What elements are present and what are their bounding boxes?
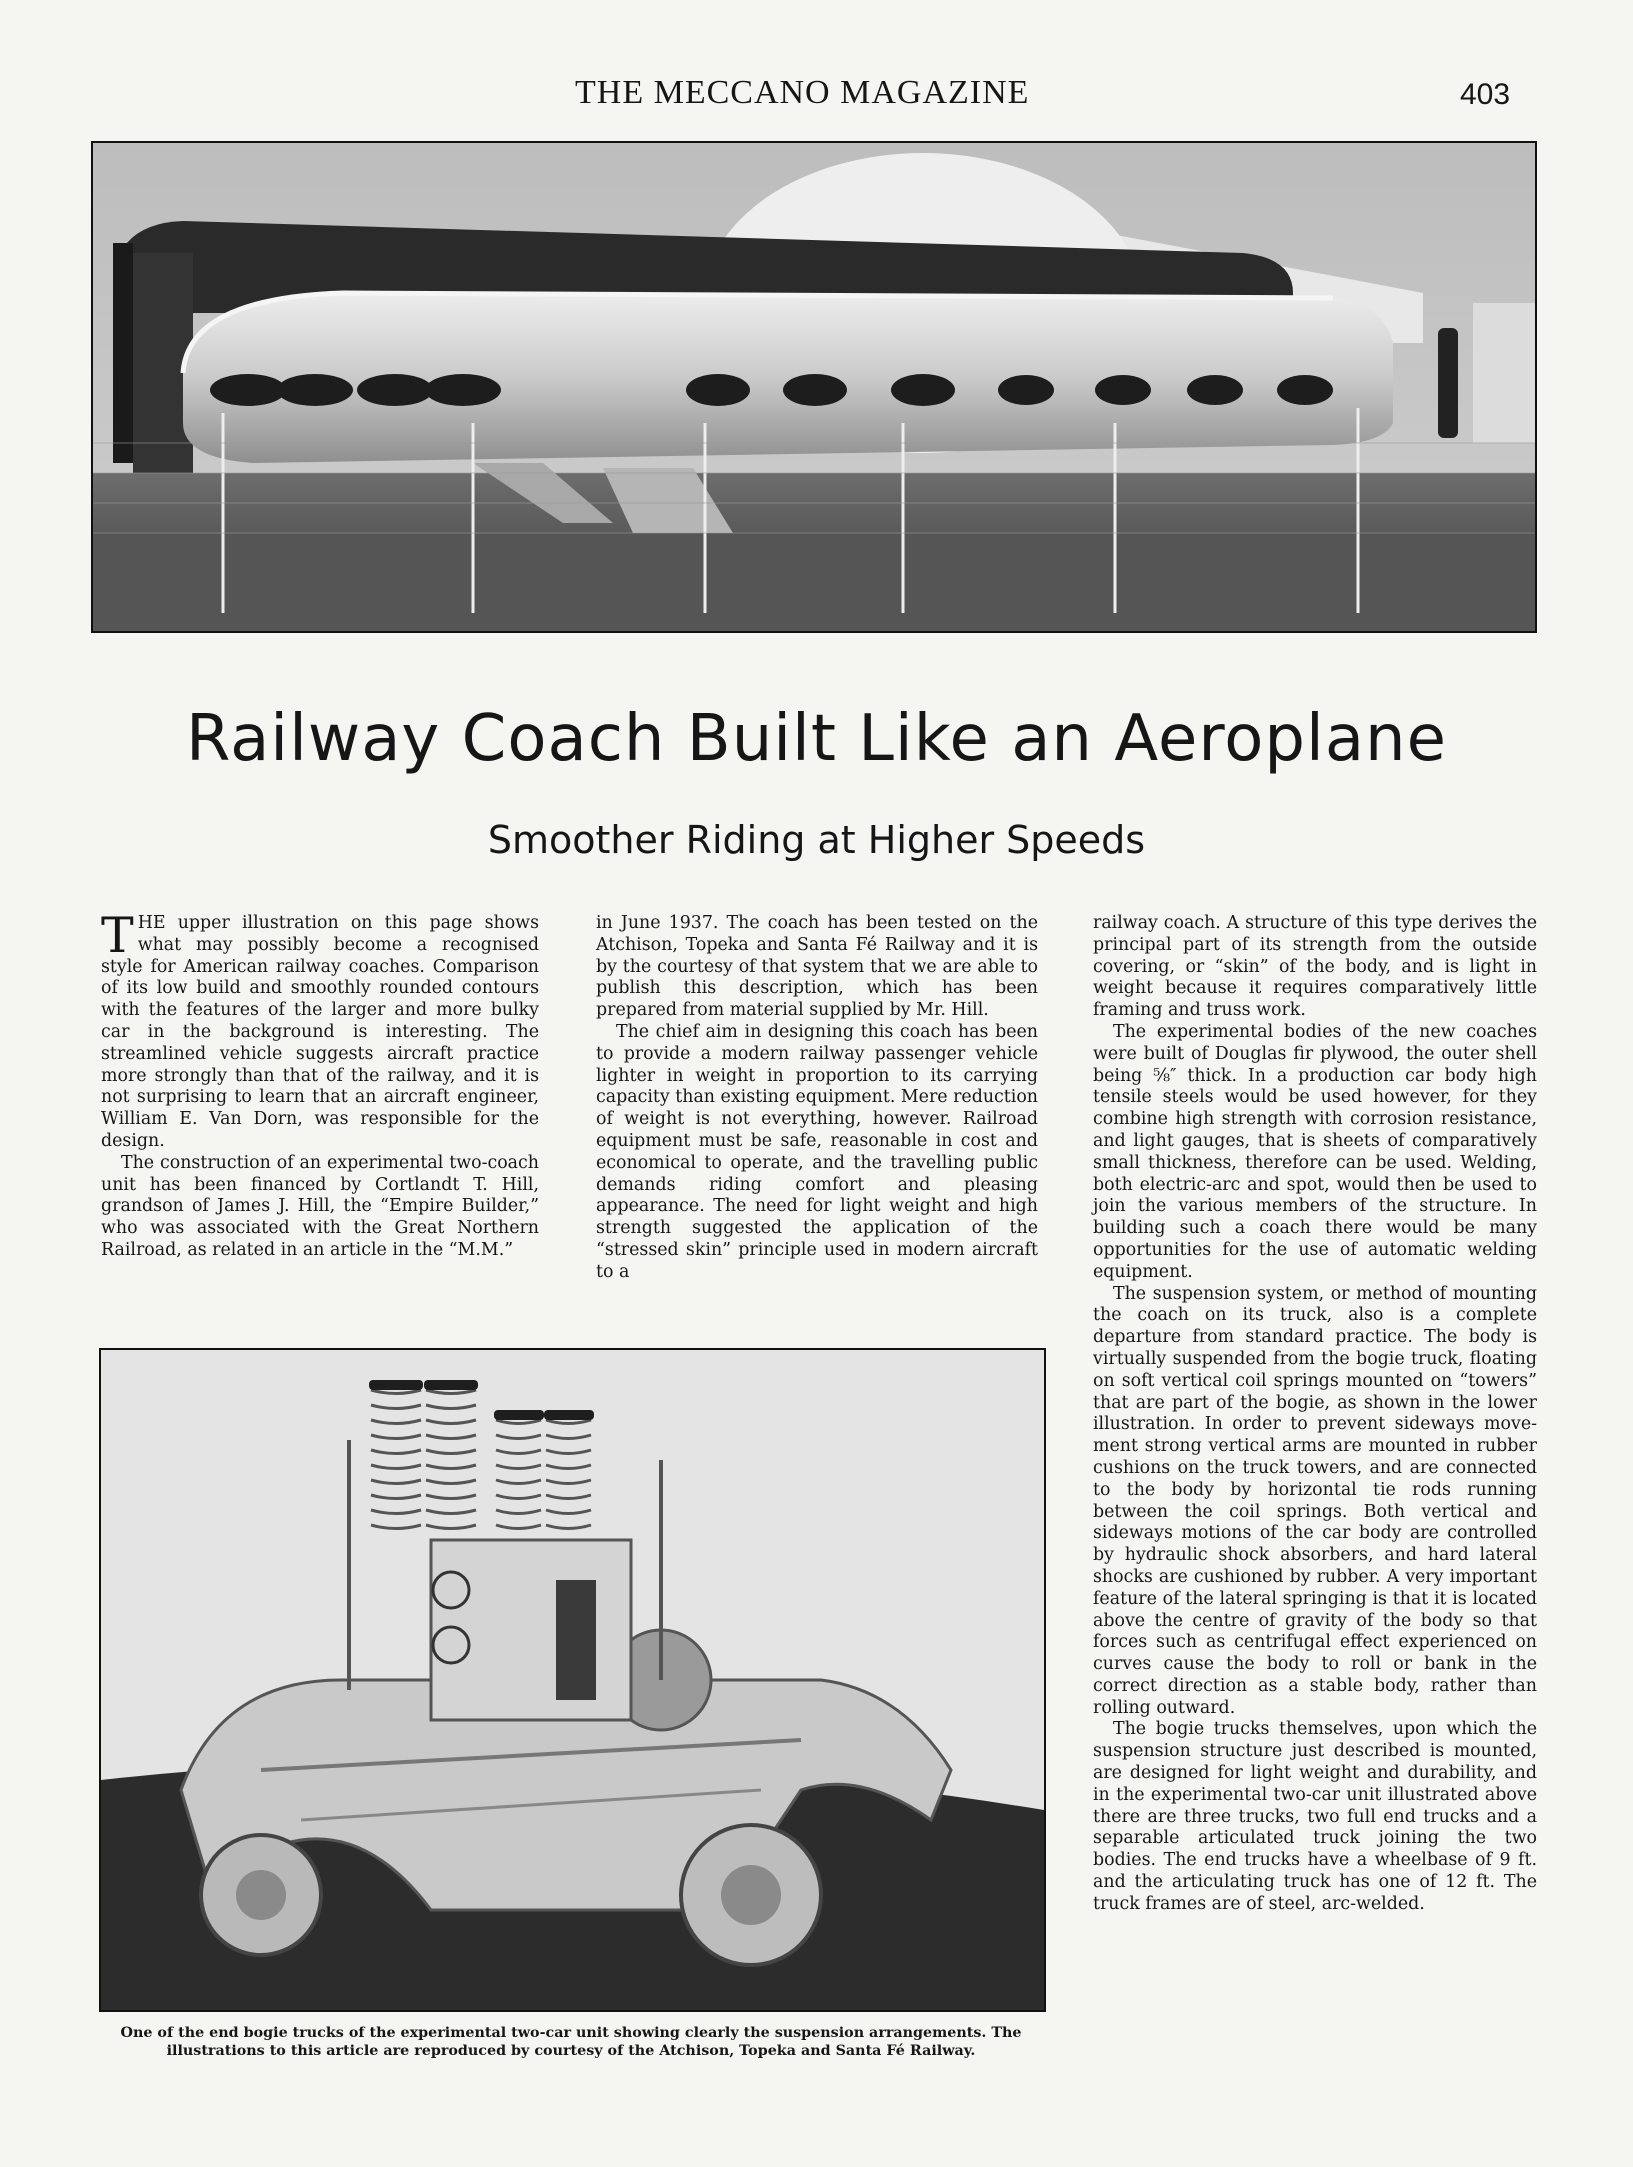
paragraph: The construction of an experimental two-coach unit has been financed by Cortlandt T. Hill, grandson of James J. Hill, the “Empire Builder,” who was associated with the Great Northern Railroad, as related in an article in the “M.M.” [101, 1152, 539, 1260]
paragraph: The chief aim in designing this coach has been to provide a modern railway passenger vehicle lighter in weight in proportion to its carrying capacity than existing equipment. Mere reduction of weight is not everything, however. Railroad equipment must be safe, reasonable in cost and economical to operate, and the travelling public demands riding comfort and pleasing appearance. The need for light weight and high strength suggested the application of the “stressed skin” principle used in modern aircraft to a [596, 1021, 1039, 1282]
magazine-title: THE MECCANO MAGAZINE [575, 74, 1030, 111]
bogie-truck-illustration [101, 1350, 1044, 2010]
paragraph: The bogie trucks themselves, upon which the suspension structure just described is mounted, are designed for light weight and durability, and in the experimental two-car unit illustrated above there are three trucks, two full end trucks and a separable articulated truck joining the two bodies. The end trucks have a wheelbase of 9 ft. and the articulating truck has one of 12 ft. The truck frames are of steel, arc-welded. [1093, 1719, 1537, 1914]
streamlined-coach-illustration [93, 143, 1535, 631]
paragraph [101, 907, 539, 1153]
text-column-1 [101, 907, 539, 1262]
paragraph: railway coach. A structure of this type derives the principal part of its strength from the outside covering, or “skin” of the body, and is light in weight because it requires comparatively little framing and truss work. [1093, 913, 1537, 1021]
paragraph: The experimental bodies of the new coaches were built of Douglas fir plywood, the outer shell being ⅝″ thick. In a production car body high tensile steels would be used however, for they combine high strength with corrosion resistance, and light gauges, that is sheets of comparatively small thickness, therefore can be used. Welding, both electric-arc and spot, would then be used to join the various members of the structure. In building such a coach there would be many opportunities for the use of automatic welding equipment. [1093, 1021, 1537, 1282]
drop-cap: T [101, 907, 134, 964]
paragraph: in June 1937. The coach has been tested on the Atchison, Topeka and Santa Fé Railway and it is by the courtesy of that system that we are able to publish this description, which has been prepared from material supplied by Mr. Hill. [596, 913, 1038, 1021]
page-number: 403 [1460, 78, 1511, 111]
text-column-3 [1093, 913, 1537, 1916]
photo-caption: One of the end bogie trucks of the experimental two-car unit showing clearly the suspension arrangements. The illustrations to this article are reproduced by courtesy of the Atchison, Topeka and Santa Fé Railway. [120, 2025, 1022, 2059]
paragraph: The suspension system, or method of mounting the coach on its truck, also is a complete departure from standard practice. The body is virtually suspended from the bogie truck, floating on soft vertical coil springs mounted on “towers” that are part of the bogie, as shown in the lower illustration. In order to prevent sideways movement strong vertical arms are mounted in rubber cushions on the truck towers, and are connected to the body by horizontal tie rods running between the coil springs. Both vertical and sideways motions of the car body are controlled by hydraulic shock absorbers, and hard lateral shocks are cushioned by rubber. A very important feature of the lateral springing is that it is located above the centre of gravity of the body so that forces such as centrifugal effect experienced on curves cause the body to roll or bank in the correct direction as a stable body, rather than rolling outward. [1093, 1283, 1537, 1718]
bogie-truck-photo [99, 1348, 1046, 2012]
text-column-2 [596, 913, 1038, 1284]
streamlined-coach-photo [91, 141, 1537, 633]
article-title: Railway Coach Built Like an Aeroplane [186, 702, 1447, 776]
article-subtitle: Smoother Riding at Higher Speeds [487, 818, 1146, 862]
paragraph-text: HE upper illustration on this page shows what may possibly become a recognised style for American railway coaches. Comparison of its low build and smoothly rounded contours with the features of the larger and more bulky car in the background is interesting. The streamlined vehicle suggests aircraft practice more strongly than that of the railway, and it is not surprising to learn that an aircraft engineer, William E. Van Dorn, was responsible for the design. [101, 913, 539, 1151]
